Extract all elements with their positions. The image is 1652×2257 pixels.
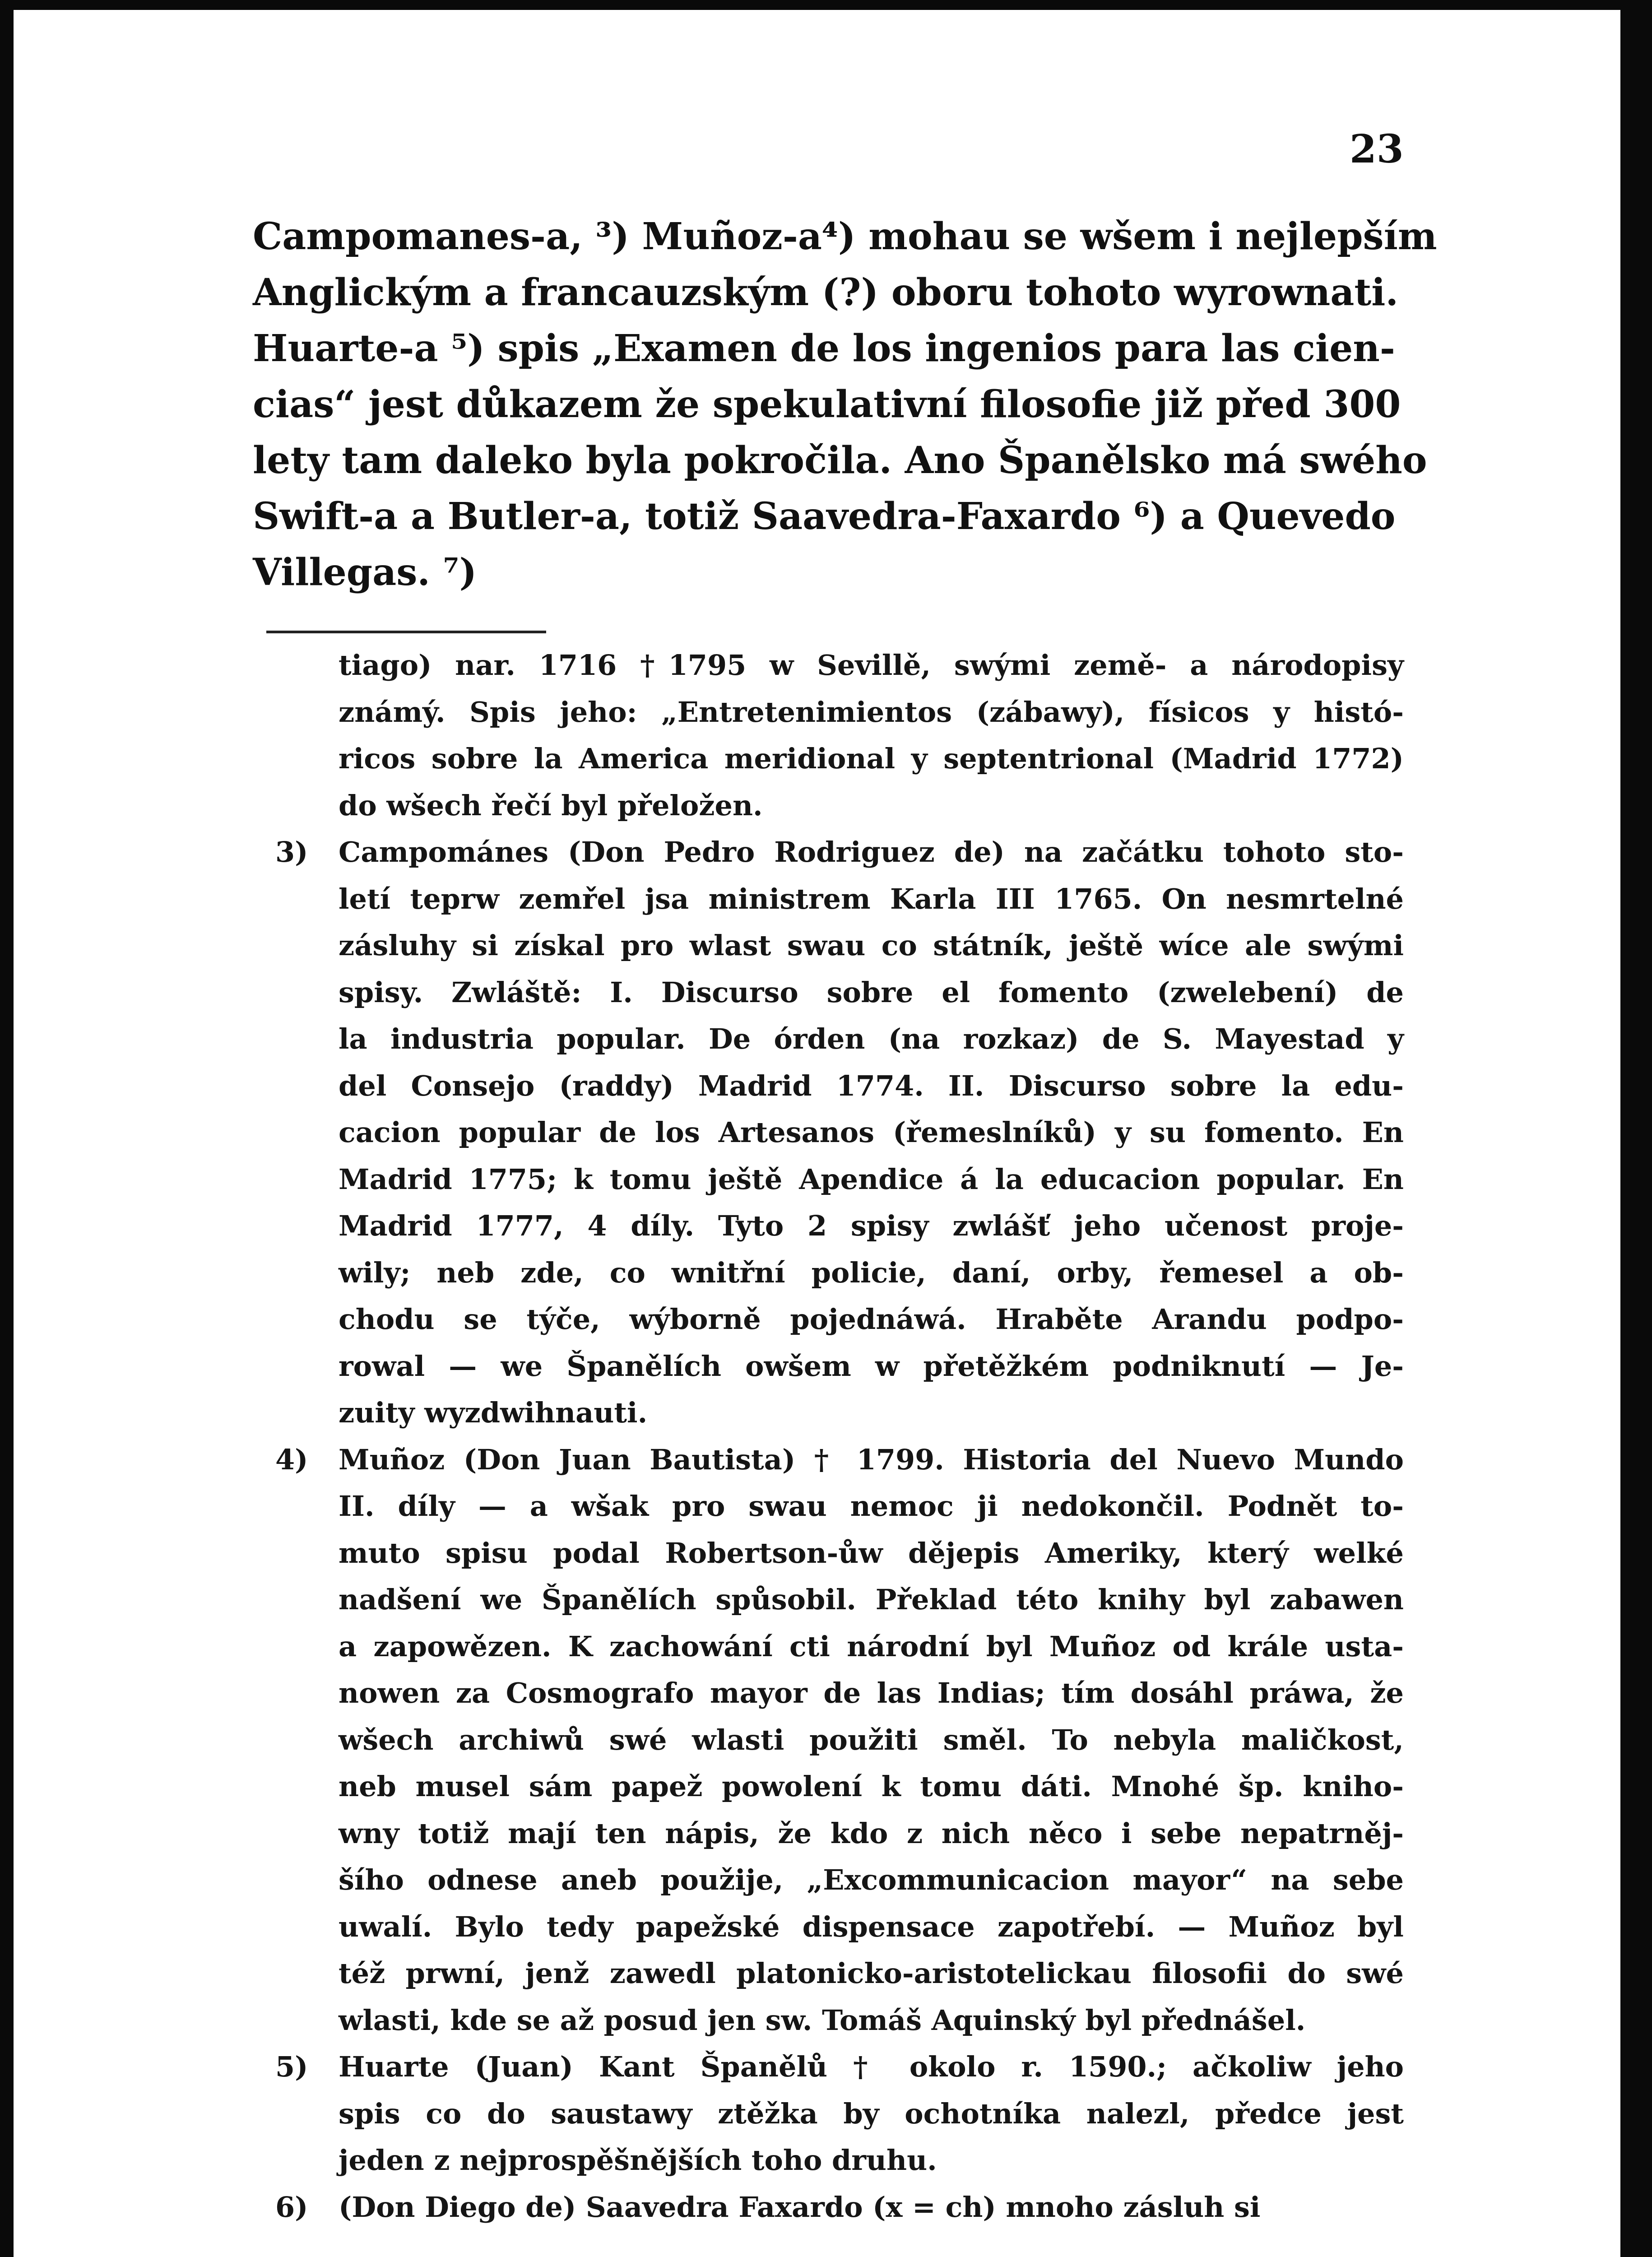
main-text-line: Campomanes-a, ³) Muñoz-a⁴) mohau se wšem i nejlepším bbox=[253, 215, 1437, 258]
footnote-line: cacion popular de los Artesanos (řemeslníků) y su fomento. En bbox=[339, 1116, 1404, 1149]
footnote-continuation bbox=[275, 642, 1404, 829]
footnote-line: šího odnese aneb použije, „Excommunicacion mayor“ na sebe bbox=[339, 1863, 1404, 1896]
footnote-separator-rule bbox=[266, 631, 546, 633]
footnote-4 bbox=[275, 1436, 1404, 2044]
footnote-line: známý. Spis jeho: „Entretenimientos (zábawy), físicos y histó- bbox=[339, 695, 1404, 729]
page-number: 23 bbox=[1350, 126, 1404, 172]
footnote-3 bbox=[275, 829, 1404, 1436]
footnote-number: 6) bbox=[275, 2190, 308, 2224]
footnote-line: jeden z nejprospěšnějších toho druhu. bbox=[339, 2144, 937, 2177]
footnote-line: a zapowězen. K zachowání cti národní byl Muñoz od krále usta- bbox=[339, 1630, 1404, 1663]
main-text-line: Swift-a a Butler-a, totiž Saavedra-Faxardo ⁶) a Quevedo bbox=[253, 495, 1396, 538]
footnote-5 bbox=[275, 2043, 1404, 2184]
main-text-line: Huarte-a ⁵) spis „Examen de los ingenios para las cien- bbox=[253, 327, 1395, 370]
footnote-line: tiago) nar. 1716 †1795 w Sevillě, swými země- a národopisy bbox=[339, 649, 1404, 682]
footnote-line: Madrid 1775; k tomu ještě Apendice á la educacion popular. En bbox=[339, 1162, 1404, 1196]
footnote-line: wšech archiwů swé wlasti použiti směl. To nebyla maličkost, bbox=[339, 1723, 1404, 1756]
main-paragraph bbox=[253, 209, 1437, 600]
footnote-line: spis co do saustawy ztěžka by ochotníka nalezl, předce jest bbox=[339, 2097, 1404, 2130]
footnote-line: wny totiž mají ten nápis, že kdo z nich něco i sebe nepatrněj- bbox=[339, 1816, 1404, 1850]
footnote-line: chodu se týče, wýborně pojednáwá. Hraběte Arandu podpo- bbox=[339, 1303, 1404, 1336]
footnote-line: ricos sobre la America meridional y septentrional (Madrid 1772) bbox=[339, 742, 1404, 775]
footnote-number: 4) bbox=[275, 1443, 308, 1476]
main-text-line: Villegas. ⁷) bbox=[253, 551, 477, 594]
footnote-line: rowal — we Španělích owšem w přetěžkém podniknutí — Je- bbox=[339, 1349, 1404, 1383]
footnote-line: zásluhy si získal pro wlast swau co státník, ještě wíce ale swými bbox=[339, 929, 1404, 962]
main-text-line: Anglickým a francauzským (?) oboru tohoto wyrownati. bbox=[253, 271, 1398, 314]
footnote-line: neb musel sám papež powolení k tomu dáti. Mnohé šp. kniho- bbox=[339, 1770, 1404, 1803]
footnote-line: uwalí. Bylo tedy papežské dispensace zapotřebí. — Muñoz byl bbox=[339, 1910, 1404, 1943]
footnotes bbox=[275, 642, 1404, 2230]
footnote-line: do wšech řečí byl přeložen. bbox=[339, 789, 763, 822]
footnote-line: II. díly — a wšak pro swau nemoc ji nedokončil. Podnět to- bbox=[339, 1490, 1404, 1523]
footnote-line: wlasti, kde se až posud jen sw. Tomáš Aquinský byl přednášel. bbox=[339, 2003, 1306, 2037]
footnote-line: wily; neb zde, co wnitřní policie, daní, orby, řemesel a ob- bbox=[339, 1256, 1404, 1289]
footnote-line: spisy. Zwláště: I. Discurso sobre el fomento (zwelebení) de bbox=[339, 975, 1404, 1009]
main-text-line: cias“ jest důkazem že spekulativní filosofie již před 300 bbox=[253, 383, 1401, 426]
footnote-line: muto spisu podal Robertson-ůw dějepis Ameriky, který welké bbox=[339, 1536, 1404, 1570]
footnote-line: též prwní, jenž zawedl platonicko-aristotelickau filosofii do swé bbox=[339, 1957, 1404, 1990]
scanned-page bbox=[14, 10, 1620, 2257]
footnote-line: nadšení we Španělích spůsobil. Překlad této knihy byl zabawen bbox=[339, 1583, 1404, 1616]
main-text-line: lety tam daleko byla pokročila. Ano Španělsko má swého bbox=[253, 439, 1427, 482]
footnote-line: zuity wyzdwihnauti. bbox=[339, 1396, 648, 1429]
footnote-line: del Consejo (raddy) Madrid 1774. II. Discurso sobre la edu- bbox=[339, 1069, 1404, 1102]
footnote-line: (Don Diego de) Saavedra Faxardo (x = ch) mnoho zásluh si bbox=[339, 2190, 1261, 2224]
footnote-line: Campománes (Don Pedro Rodriguez de) na začátku tohoto sto- bbox=[339, 836, 1404, 868]
footnote-line: nowen za Cosmografo mayor de las Indias; tím dosáhl práwa, že bbox=[339, 1676, 1404, 1709]
footnote-line: Muñoz (Don Juan Bautista) † 1799. Historia del Nuevo Mundo bbox=[339, 1443, 1404, 1476]
footnote-line: Madrid 1777, 4 díly. Tyto 2 spisy zwlášť jeho učenost proje- bbox=[339, 1209, 1404, 1242]
footnote-number: 3) bbox=[275, 836, 308, 868]
footnote-line: Huarte (Juan) Kant Španělů † okolo r. 1590.; ačkoliw jeho bbox=[339, 2050, 1404, 2083]
footnote-line: la industria popular. De órden (na rozkaz) de S. Mayestad y bbox=[339, 1022, 1404, 1055]
footnote-number: 5) bbox=[275, 2050, 308, 2083]
footnote-line: letí teprw zemřel jsa ministrem Karla III 1765. On nesmrtelné bbox=[339, 882, 1404, 915]
footnote-6 bbox=[275, 2184, 1404, 2231]
